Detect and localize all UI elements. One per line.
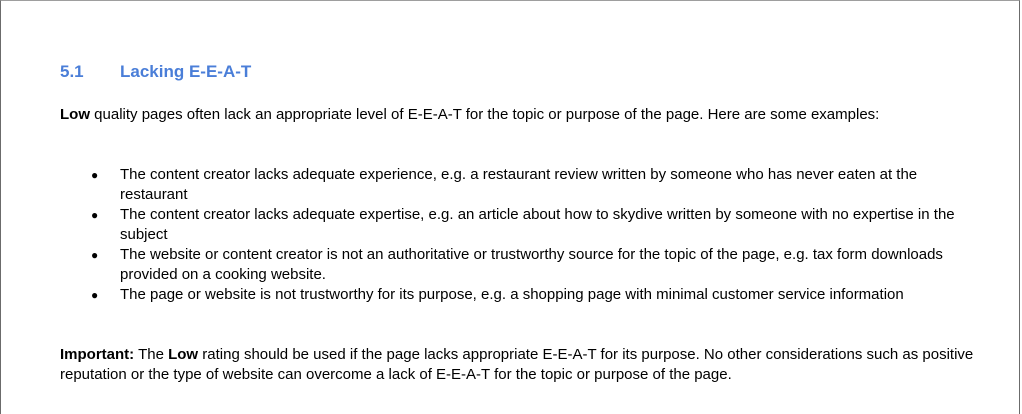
- section-heading: [60, 62, 251, 82]
- intro-paragraph: [60, 105, 980, 125]
- important-paragraph: [60, 345, 980, 385]
- bullet-icon: ●: [91, 168, 99, 182]
- list-item: [60, 205, 980, 245]
- bullet-icon: ●: [91, 288, 99, 302]
- list-item-text: The website or content creator is not an authoritative or trustworthy source for the topic of the page, e.g. tax form downloads provided on a cooking website.: [120, 246, 943, 283]
- intro-bold-lead: Low: [60, 106, 90, 123]
- intro-text: quality pages often lack an appropriate level of E-E-A-T for the topic or purpose of the page. Here are some examples:: [90, 106, 880, 123]
- examples-list: [60, 165, 980, 305]
- important-label: Important:: [60, 346, 135, 363]
- important-text-before: The: [134, 346, 169, 363]
- list-item-text: The content creator lacks adequate experience, e.g. a restaurant review written by someone who has never eaten at the restaurant: [120, 166, 918, 203]
- list-item-text: The page or website is not trustworthy for its purpose, e.g. a shopping page with minimal customer service information: [120, 286, 904, 303]
- important-text-after: rating should be used if the page lacks appropriate E-E-A-T for its purpose. No other considerations such as positive reputation or the type of website can overcome a lack of E-E-A-T for the topic or purpose of the page.: [60, 346, 974, 383]
- bullet-icon: ●: [91, 208, 99, 222]
- list-item-text: The content creator lacks adequate expertise, e.g. an article about how to skydive written by someone with no expertise in the subject: [120, 206, 955, 243]
- section-title: Lacking E-E-A-T: [120, 62, 252, 81]
- list-item: [60, 165, 980, 205]
- section-number: 5.1: [60, 62, 84, 81]
- list-item: [60, 245, 980, 285]
- bullet-icon: ●: [91, 248, 99, 262]
- important-bold-word: Low: [168, 346, 199, 363]
- list-item: [60, 285, 980, 305]
